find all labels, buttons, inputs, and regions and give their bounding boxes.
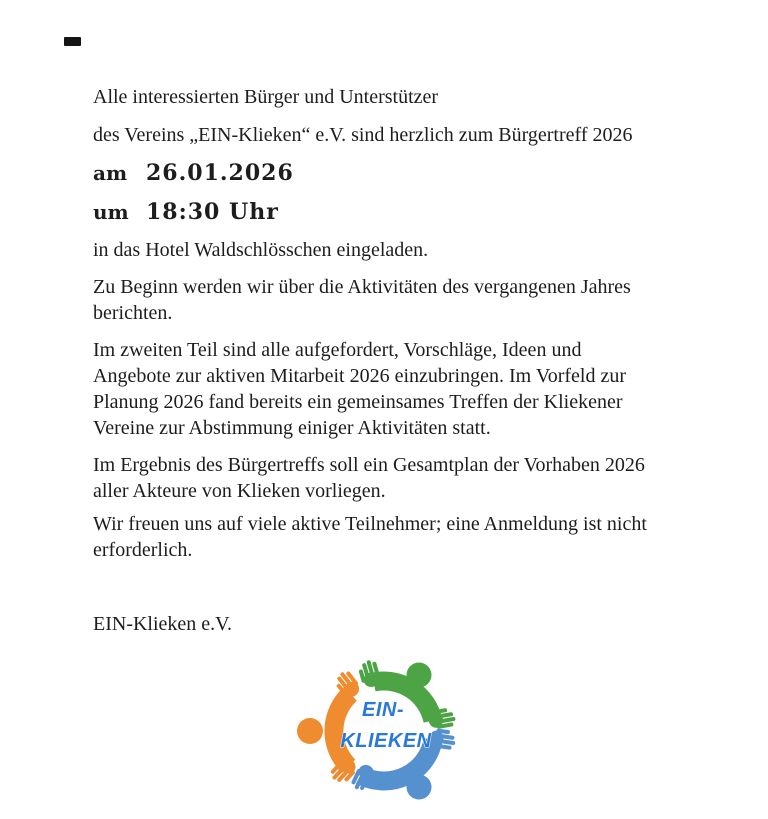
date-line bbox=[93, 159, 768, 189]
paragraph-line: Vereine zur Abstimmung einiger Aktivitäten statt. bbox=[93, 417, 491, 439]
paragraph-line: Wir freuen uns auf viele aktive Teilnehmer; eine Anmeldung ist nicht bbox=[93, 513, 647, 535]
paragraph-line: Im Ergebnis des Bürgertreffs soll ein Gesamtplan der Vorhaben 2026 bbox=[93, 454, 645, 476]
paragraph-closing bbox=[93, 511, 768, 563]
location-line: in das Hotel Waldschlösschen eingeladen. bbox=[93, 239, 429, 261]
time-line bbox=[93, 198, 768, 228]
scan-artifact-rect bbox=[64, 37, 81, 46]
date-label: am bbox=[93, 161, 128, 185]
ein-klieken-logo-graphic bbox=[284, 646, 484, 816]
date-value: 26.01.2026 bbox=[146, 160, 294, 186]
paragraph-line: aller Akteure von Klieken vorliegen. bbox=[93, 480, 386, 502]
logo-text-line-1: EIN- bbox=[362, 699, 404, 721]
time-value: 18:30 Uhr bbox=[146, 199, 279, 225]
paragraph-opening bbox=[93, 274, 768, 326]
paragraph-line: erforderlich. bbox=[93, 539, 193, 561]
paragraph-line: Planung 2026 fand bereits ein gemeinsames Treffen der Kliekener bbox=[93, 391, 623, 413]
paragraph-second-part bbox=[93, 337, 768, 441]
ein-klieken-logo bbox=[284, 646, 484, 819]
paragraph-line: berichten. bbox=[93, 302, 173, 324]
paragraph-line: Im zweiten Teil sind alle aufgefordert, Vorschläge, Ideen und bbox=[93, 339, 582, 361]
intro-line-1: Alle interessierten Bürger und Unterstützer bbox=[93, 86, 439, 108]
intro-line-2: des Vereins „EIN-Klieken“ e.V. sind herzlich zum Bürgertreff 2026 bbox=[93, 124, 633, 146]
time-label: um bbox=[93, 200, 129, 224]
paragraph-result bbox=[93, 452, 768, 504]
paragraph-line: Angebote zur aktiven Mitarbeit 2026 einzubringen. Im Vorfeld zur bbox=[93, 365, 626, 387]
orange-figure-head bbox=[297, 718, 323, 744]
paragraph-line: Zu Beginn werden wir über die Aktivitäten des vergangenen Jahres bbox=[93, 276, 631, 298]
logo-text-line-2: KLIEKEN bbox=[340, 730, 432, 752]
scan-artifact-mark bbox=[64, 37, 81, 46]
blue-figure-head bbox=[407, 775, 432, 800]
green-figure-head bbox=[407, 663, 432, 688]
signature-line: EIN-Klieken e.V. bbox=[93, 613, 233, 635]
